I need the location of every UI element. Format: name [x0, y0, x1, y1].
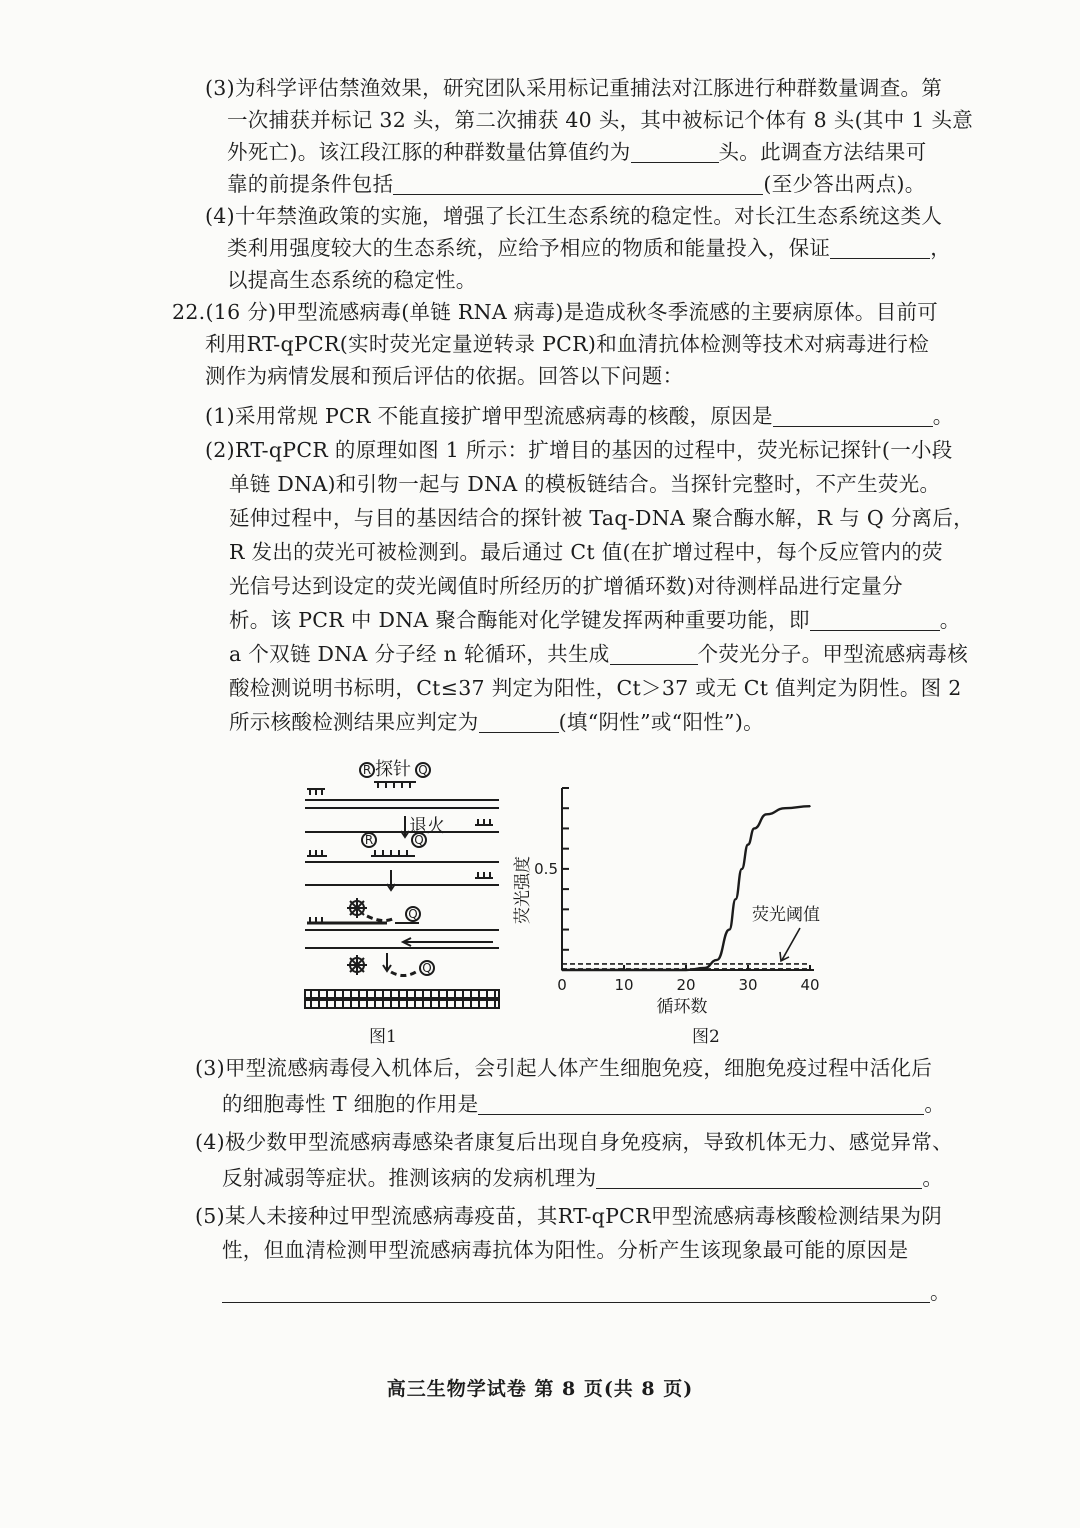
q22-1-text: (1)采用常规 PCR 不能直接扩增甲型流感病毒的核酸，原因是 — [205, 404, 773, 428]
q22-3-line2-text: 的细胞毒性 T 细胞的作用是 — [222, 1092, 479, 1116]
series-point-0-9 — [753, 828, 755, 830]
q21-3-line1: (3)为科学评估禁渔效果，研究团队采用标记重捕法对江豚进行种群数量调查。第 — [205, 76, 943, 100]
q22-3-line1: (3)甲型流感病毒侵入机体后，会引起人体产生细胞免疫，细胞免疫过程中活化后 — [195, 1056, 933, 1080]
q21-3-line3 — [227, 136, 927, 168]
fig1-r-label-1: R — [362, 763, 372, 777]
answer-blank-mechanism[interactable] — [596, 1164, 922, 1189]
answer-blank-ecosystem[interactable] — [830, 234, 930, 259]
x-tick-label-2: 20 — [676, 976, 696, 994]
q21-4-line2-text: 类利用强度较大的生态系统，应给予相应的物质和能量投入，保证 — [227, 236, 831, 260]
q22-2-line7 — [229, 638, 968, 670]
series-point-0-12 — [809, 805, 811, 807]
q21-3-line3-text: 外死亡)。该江段江豚的种群数量估算值约为 — [227, 140, 631, 164]
q22-2-line2: 单链 DNA)和引物一起与 DNA 的模板链结合。当探针完整时，不产生荧光。 — [229, 472, 941, 496]
q22-5-line3 — [222, 1276, 951, 1308]
q22-intro-line2: 利用RT-qPCR(实时荧光定量逆转录 PCR)和血清抗体检测等技术对病毒进行检 — [205, 332, 929, 356]
fig1-probe-label: 探针 — [375, 759, 411, 780]
answer-blank-enzyme-functions[interactable] — [810, 606, 940, 631]
q22-2-line9-rest: (填“阴性”或“阳性”)。 — [558, 710, 764, 734]
q22-3-line2-end: 。 — [924, 1092, 946, 1116]
q22-1 — [205, 400, 954, 432]
figure1-diagram — [295, 758, 515, 1018]
q22-2-line5: 光信号达到设定的荧光阈值时所经历的扩增循环数)对待测样品进行定量分 — [229, 574, 903, 598]
answer-blank-population[interactable] — [631, 138, 719, 163]
q21-3-line4 — [227, 168, 926, 200]
q22-3-line2 — [222, 1088, 945, 1120]
answer-blank-fluor-molecules[interactable] — [610, 640, 698, 665]
q22-intro-line3: 测作为病情发展和预后评估的依据。回答以下问题： — [205, 364, 684, 388]
series-point-0-7 — [741, 868, 743, 870]
q22-2-line6-end: 。 — [939, 608, 961, 632]
q22-2-line7-text: a 个双链 DNA 分子经 n 轮循环，共生成 — [229, 642, 610, 666]
x-tick-label-1: 10 — [614, 976, 634, 994]
fig1-q-label-4: Q — [422, 961, 432, 975]
q22-2-line4: R 发出的荧光可被检测到。最后通过 Ct 值(在扩增过程中，每个反应管内的荧 — [229, 540, 943, 564]
q22-4-line2-text: 反射减弱等症状。推测该病的发病机理为 — [222, 1166, 597, 1190]
q21-4-line2 — [227, 232, 951, 264]
figure1-caption: 图1 — [369, 1027, 397, 1047]
figure2-caption: 图2 — [692, 1027, 720, 1047]
q22-intro-line1: 22.(16 分)甲型流感病毒(单链 RNA 病毒)是造成秋冬季流感的主要病原体。目前可 — [172, 300, 939, 324]
threshold-label: 荧光阈值 — [752, 905, 820, 925]
fig1-r-label-2: R — [364, 833, 374, 847]
q22-4-line2 — [222, 1162, 943, 1194]
fig1-anneal-label: 退火 — [409, 816, 445, 837]
series-point-0-5 — [729, 929, 731, 931]
answer-blank-conditions[interactable] — [393, 170, 763, 195]
y-tick-label-0: 0.5 — [534, 859, 558, 878]
threshold-arrow — [782, 928, 800, 960]
q21-4-line1: (4)十年禁渔政策的实施，增强了长江生态系统的稳定性。对长江生态系统这类人 — [205, 204, 943, 228]
answer-blank-pcr-reason[interactable] — [773, 402, 933, 427]
series-point-0-6 — [735, 898, 737, 900]
q22-2-line1: (2)RT-qPCR 的原理如图 1 所示：扩增目的基因的过程中，荧光标记探针(一小段 — [205, 438, 953, 462]
q22-2-line8: 酸检测说明书标明，Ct≤37 判定为阳性，Ct＞37 或无 Ct 值判定为阴性。图 2 — [229, 676, 962, 700]
q22-4-line2-end: 。 — [922, 1166, 944, 1190]
series-point-0-4 — [716, 959, 718, 961]
answer-blank-antibody-reason[interactable] — [222, 1278, 930, 1303]
q22-5-line3-end: 。 — [930, 1280, 951, 1304]
series-point-0-1 — [623, 969, 625, 971]
series-point-0-11 — [784, 807, 786, 809]
q22-2-line7-rest: 个荧光分子。甲型流感病毒核 — [697, 642, 968, 666]
q22-5-line2: 性，但血清检测甲型流感病毒抗体为阳性。分析产生该现象最可能的原因是 — [222, 1238, 909, 1262]
fig1-q-label-2: Q — [414, 833, 424, 847]
q21-3-line3-rest: 头。此调查方法结果可 — [718, 140, 927, 164]
q22-2-line6-text: 析。该 PCR 中 DNA 聚合酶能对化学键发挥两种重要功能，即 — [229, 608, 810, 632]
series-line-0 — [562, 806, 810, 970]
q21-3-line4-text: 靠的前提条件包括 — [227, 172, 394, 196]
answer-blank-ctl-function[interactable] — [478, 1090, 924, 1115]
q22-5-line1: (5)某人未接种过甲型流感病毒疫苗，其RT-qPCR甲型流感病毒核酸检测结果为阴 — [195, 1204, 943, 1228]
y-axis-label: 荧光强度 — [513, 856, 533, 924]
page-footer: 高三生物学试卷 第 8 页(共 8 页) — [386, 1378, 694, 1400]
q22-1-end: 。 — [932, 404, 954, 428]
fig1-q-label-1: Q — [418, 763, 428, 777]
fig1-q-label-3: Q — [408, 907, 418, 921]
series-point-0-0 — [561, 969, 563, 971]
q22-2-line9 — [229, 706, 764, 738]
answer-blank-result[interactable] — [479, 708, 559, 733]
series-point-0-3 — [704, 967, 706, 969]
q21-4-line3: 以提高生态系统的稳定性。 — [227, 268, 477, 292]
series-point-0-10 — [766, 813, 768, 815]
q22-2-line3: 延伸过程中，与目的基因结合的探针被 Taq-DNA 聚合酶水解，R 与 Q 分离后， — [229, 506, 974, 530]
x-tick-label-4: 40 — [800, 976, 820, 994]
series-point-0-8 — [747, 844, 749, 846]
series-point-0-2 — [685, 969, 687, 971]
q22-2-line6 — [229, 604, 961, 636]
q22-4-line1: (4)极少数甲型流感病毒感染者康复后出现自身免疫病，导致机体无力、感觉异常、 — [195, 1130, 953, 1154]
x-tick-label-0: 0 — [557, 976, 567, 994]
q22-2-line9-text: 所示核酸检测结果应判定为 — [229, 710, 479, 734]
figure2-chart — [500, 770, 840, 1018]
q21-3-line4-rest: (至少答出两点)。 — [763, 172, 926, 196]
x-axis-label: 循环数 — [656, 997, 708, 1017]
q21-3-line2: 一次捕获并标记 32 头，第二次捕获 40 头，其中被标记个体有 8 头(其中 1 头意 — [227, 108, 974, 132]
q21-4-line2-rest: ， — [930, 236, 952, 260]
x-tick-label-3: 30 — [738, 976, 758, 994]
